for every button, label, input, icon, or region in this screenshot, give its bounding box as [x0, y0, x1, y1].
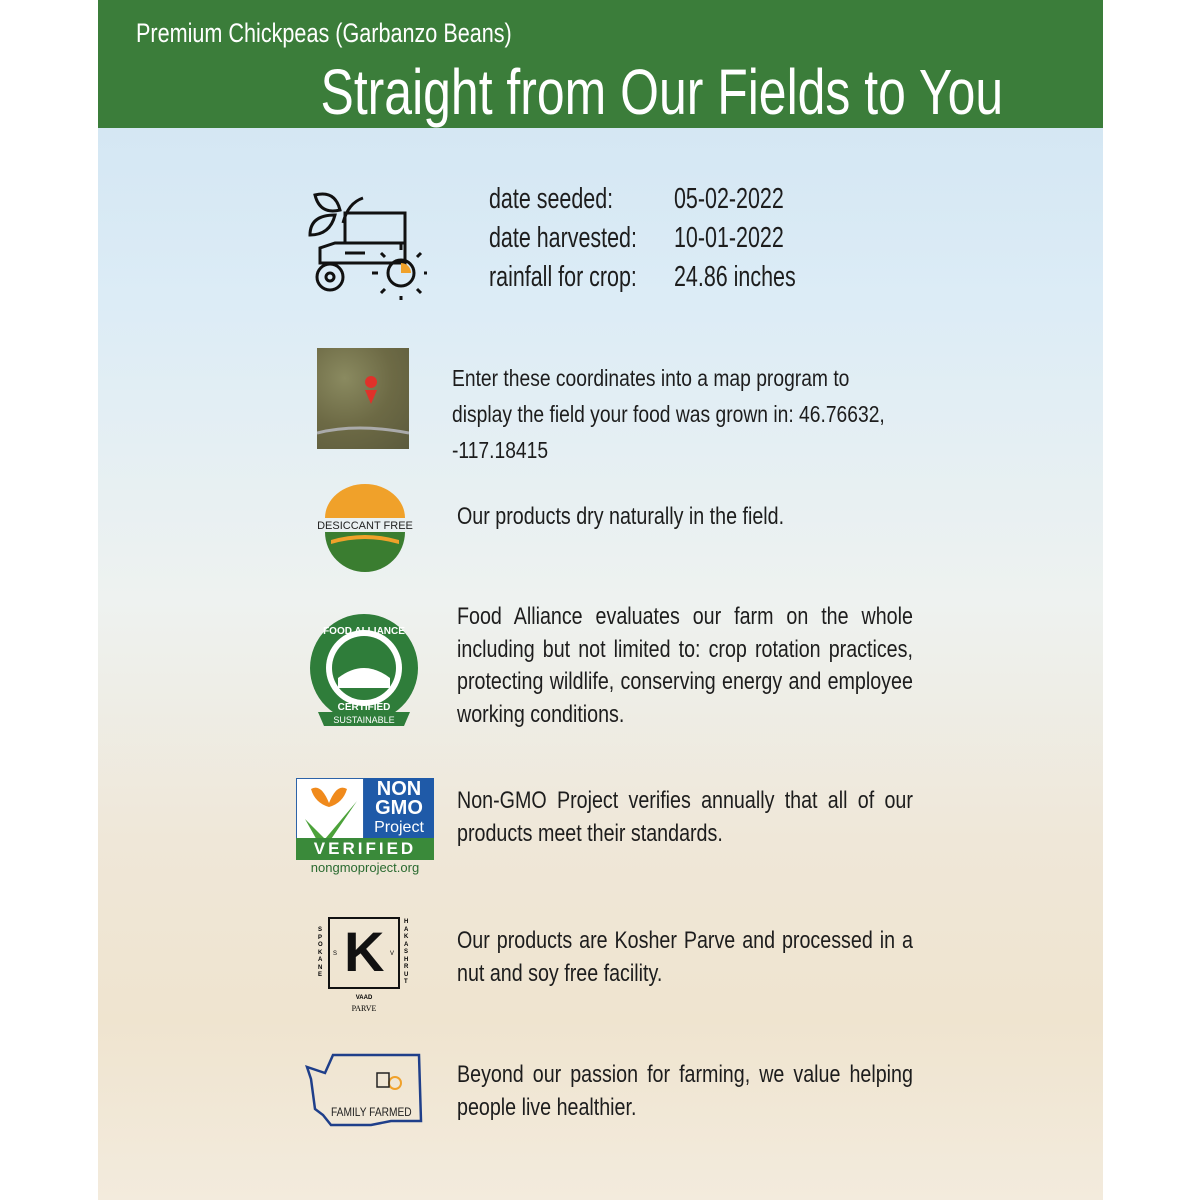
verified-label: VERIFIED — [296, 838, 434, 860]
badge-top-text: FOOD ALLIANCE — [323, 626, 405, 637]
stat-label: rainfall for crop: — [489, 261, 637, 293]
tractor-icon — [305, 185, 427, 300]
stat-row — [489, 219, 796, 258]
kosher-right-text: HAKASHRUT — [404, 919, 409, 985]
desiccant-badge-label: DESICCANT FREE — [317, 520, 413, 532]
project-text: Project — [374, 819, 424, 836]
kosher-text: Our products are Kosher Parve and processed in a nut and soy free facility. — [457, 927, 913, 987]
kosher-parve: PARVE — [351, 1004, 377, 1013]
map-pin-icon — [317, 348, 409, 449]
infographic-panel — [98, 0, 1103, 1200]
crop-stats — [489, 180, 903, 297]
stat-row — [489, 258, 796, 297]
stat-label: date seeded: — [489, 183, 614, 215]
satellite-map-thumbnail — [317, 348, 409, 449]
non-text: NON — [376, 778, 422, 800]
non-gmo-verified-badge — [296, 778, 434, 876]
stat-label: date harvested: — [489, 222, 637, 254]
product-subtitle: Premium Chickpeas (Garbanzo Beans) — [136, 18, 512, 48]
non-gmo-text: Non-GMO Project verifies annually that all of our products meet their standards. — [457, 787, 913, 847]
kosher-vaad: VAAD — [355, 995, 373, 1001]
stat-value: 24.86 inches — [674, 261, 796, 293]
page-title: Straight from Our Fields to You — [320, 56, 1003, 128]
kosher-parve-badge — [316, 915, 412, 1017]
food-alliance-text: Food Alliance evaluates our farm on the whole including but not limited to: crop rotation practices, protecting wildlife, conserving energy and employee working conditions. — [457, 603, 913, 728]
family-farmed-badge — [305, 1053, 423, 1129]
desiccant-free-badge — [311, 484, 419, 574]
food-alliance-certified-badge — [308, 612, 420, 730]
desiccant-text: Our products dry naturally in the field. — [457, 503, 785, 530]
kosher-s: S — [333, 951, 338, 957]
coordinates-text: Enter these coordinates into a map program to display the field your food was grown in: 46.76632, -117.18415 — [452, 365, 885, 463]
family-farmed-label: FAMILY FARMED — [331, 1105, 412, 1119]
kosher-k-letter: K — [344, 920, 385, 983]
header-banner — [98, 0, 1103, 128]
badge-bottom-text: CERTIFIED — [337, 702, 391, 713]
family-farmed-text: Beyond our passion for farming, we value helping people live healthier. — [457, 1061, 913, 1121]
stat-value: 05-02-2022 — [674, 183, 784, 215]
non-gmo-url: nongmoproject.org — [310, 860, 420, 875]
gmo-text: GMO — [375, 797, 423, 819]
stat-value: 10-01-2022 — [674, 222, 784, 254]
kosher-v: V — [390, 951, 395, 957]
kosher-left-text: SPOKANE — [318, 927, 323, 978]
stat-row — [489, 180, 796, 219]
badge-ribbon-text: SUSTAINABLE — [333, 715, 395, 725]
